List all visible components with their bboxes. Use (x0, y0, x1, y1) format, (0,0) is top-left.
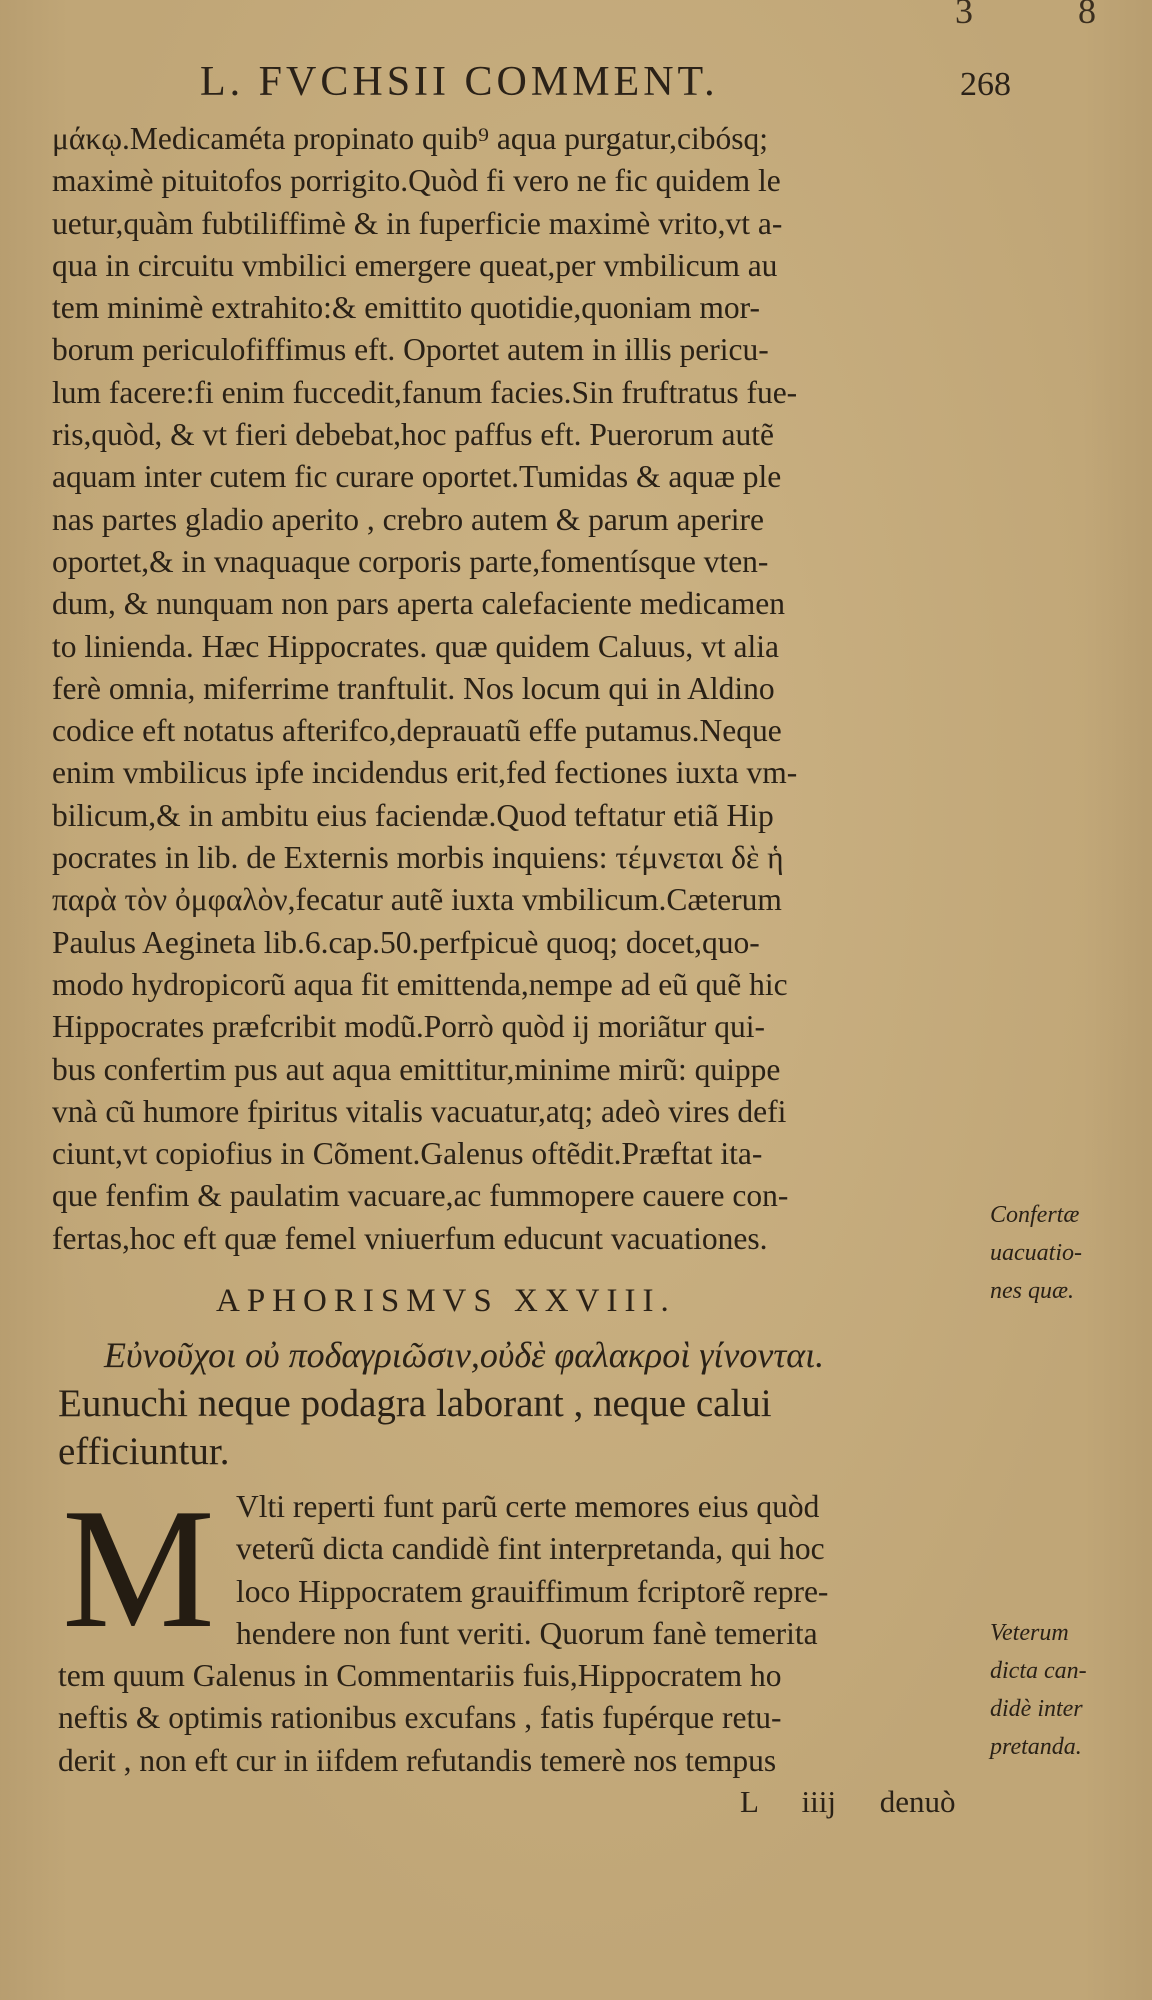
text-line: ciunt,vt copiofius in Cõment.Galenus oftẽdit.Præftat ita- (52, 1136, 763, 1172)
text-line: παρὰ τὸν ὀμφαλὸν,fecatur autẽ iuxta vmbilicum.Cæterum (52, 882, 782, 918)
text-line: μάκῳ.Medicaméta propinato quib⁹ aqua purgatur,cibósq; (52, 121, 768, 156)
dropcap-initial: M (62, 1474, 215, 1664)
aphorism-greek: Εὐνοῦχοι οὐ ποδαγριῶσιν,οὐδὲ φαλακροὶ γίνονται. (104, 1335, 825, 1375)
margin-note-line: Veterum (990, 1620, 1069, 1646)
text-line: tem quum Galenus in Commentariis fuis,Hippocratem ho (58, 1658, 782, 1694)
text-line: que fenfim & paulatim vacuare,ac fummopere cauere con- (52, 1178, 789, 1214)
margin-note-line: didè inter (990, 1696, 1083, 1722)
catchword-line (740, 1784, 956, 1820)
text-line: bus confertim pus aut aqua emittitur,minime mirũ: quippe (52, 1051, 781, 1087)
margin-note-line: nes quæ. (990, 1278, 1074, 1304)
aphorism-latin-line: Eunuchi neque podagra laborant , neque calui (58, 1382, 772, 1425)
text-line: qua in circuitu vmbilici emergere queat,per vmbilicum au (52, 247, 778, 283)
text-line: borum periculofiffimus eft. Oportet autem in illis pericu- (52, 332, 769, 368)
text-line: ferè omnia, miferrime tranftulit. Nos locum qui in Aldino (52, 670, 775, 706)
text-line: tem minimè extrahito:& emittito quotidie,quoniam mor- (52, 290, 760, 326)
text-line: oportet,& in vnaquaque corporis parte,fomentísque vten- (52, 543, 769, 579)
text-line: ris,quòd, & vt fieri debebat,hoc paffus eft. Puerorum autẽ (52, 417, 774, 453)
aphorism-heading: APHORISMVS XXVIII. (216, 1283, 676, 1319)
margin-note-line: dicta can- (990, 1658, 1087, 1684)
text-line: derit , non eft cur in iifdem refutandis temerè nos tempus (58, 1742, 777, 1778)
running-head: L. FVCHSII COMMENT. (200, 59, 719, 105)
text-line: Hippocrates præfcribit modũ.Porrò quòd ij moriãtur qui- (52, 1009, 765, 1045)
margin-note-line: uacuatio- (990, 1240, 1082, 1266)
text-line: enim vmbilicus ipfe incidendus erit,fed fectiones iuxta vm- (52, 755, 798, 791)
text-line: to linienda. Hæc Hippocrates. quæ quidem Caluus, vt alia (52, 628, 779, 664)
text-line: veterũ dicta candidè fint interpretanda, qui hoc (236, 1531, 825, 1567)
text-line: dum, & nunquam non pars aperta calefaciente medicamen (52, 586, 785, 622)
text-line: neftis & optimis rationibus excufans , fatis fupérque retu- (58, 1700, 782, 1736)
text-line: hendere non funt veriti. Quorum fanè temerita (236, 1615, 818, 1651)
text-line: bilicum,& in ambitu eius faciendæ.Quod teftatur etiã Hip (52, 797, 774, 833)
text-line: vnà cũ humore fpiritus vitalis vacuatur,atq; adeò vires defi (52, 1093, 787, 1129)
catchword: denuò (879, 1784, 956, 1819)
text-line: aquam inter cutem fic curare oportet.Tumidas & aquæ ple (52, 459, 782, 495)
margin-note-veterum (990, 1614, 1150, 1766)
aphorism-latin (58, 1380, 988, 1476)
text-line: uetur,quàm fubtiliffimè & in fuperficie maximè vrito,vt a- (52, 205, 783, 241)
commentary-text (58, 1474, 988, 1782)
margin-note-line: pretanda. (990, 1734, 1082, 1760)
margin-note-confertae (990, 1196, 1150, 1310)
text-line: Vlti reperti funt parũ certe memores eius quòd (236, 1489, 820, 1524)
text-line: modo hydropicorũ aqua fit emittenda,nempe ad eũ quẽ hic (52, 966, 788, 1002)
aphorism-latin-line: efficiuntur. (58, 1430, 230, 1473)
text-line: maximè pituitofos porrigito.Quòd fi vero ne fic quidem le (52, 163, 781, 199)
text-line: lum facere:fi enim fuccedit,fanum facies.Sin fruftratus fue- (52, 374, 798, 410)
corner-marks: 3 8 (955, 0, 1144, 31)
main-text-block (52, 118, 982, 1260)
text-line: Paulus Aegineta lib.6.cap.50.perfpicuè quoq; docet,quo- (52, 924, 760, 960)
text-line: pocrates in lib. de Externis morbis inquiens: τέμνεται δὲ ἡ (52, 840, 784, 876)
text-line: nas partes gladio aperito , crebro autem & parum aperire (52, 501, 764, 537)
text-line: fertas,hoc eft quæ femel vniuerfum educunt vacuationes. (52, 1220, 768, 1256)
text-line: loco Hippocratem grauiffimum fcriptorẽ repre- (236, 1573, 829, 1609)
margin-note-line: Confertæ (990, 1202, 1080, 1228)
page-number: 268 (960, 66, 1011, 103)
signature-mark: L iiij (740, 1784, 836, 1819)
text-line: codice eft notatus afterifco,deprauatũ effe putamus.Neque (52, 713, 782, 749)
